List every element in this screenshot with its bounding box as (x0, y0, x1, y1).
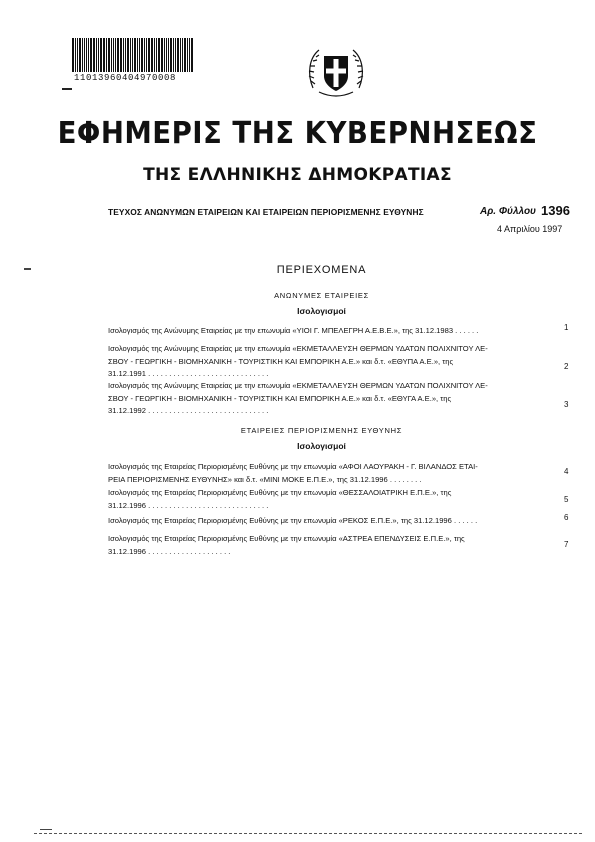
section-heading: ΑΝΩΝΥΜΕΣ ΕΤΑΙΡΕΙΕΣ (274, 291, 369, 300)
entry-line: Ισολογισμός της Ανώνυμης Εταιρείας με την επωνυμία «ΥΙΟΙ Γ. ΜΠΕΛΕΓΡΗ Α.Ε.Β.Ε.», της 31.12.1983 . . . . . . (108, 326, 479, 335)
gazette-title: ΕΦΗΜΕΡΙΣ ΤΗΣ ΚΥΒΕΡΝΗΣΕΩΣ (57, 116, 538, 151)
page-bottom-rule (34, 833, 582, 834)
entry-line: ΣΒΟΥ - ΓΕΩΡΓΙΚΗ - ΒΙΟΜΗΧΑΝΙΚΗ - ΤΟΥΡΙΣΤΙΚΗ ΚΑΙ ΕΜΠΟΡΙΚΗ Α.Ε.» και δ.τ. «ΕΘΥΠΑ Α.Ε.», της (108, 356, 454, 366)
gazette-subtitle: ΤΗΣ ΕΛΛΗΝΙΚΗΣ ΔΗΜΟΚΡΑΤΙΑΣ (143, 165, 452, 185)
entry-line: 31.12.1992 . . . . . . . . . . . . . . . . . . . . . . . . . . . . . (108, 406, 269, 416)
margin-mark (62, 88, 72, 90)
entry-page-number: 3 (564, 400, 569, 409)
entry-page-number: 4 (564, 467, 569, 476)
contents-entry (108, 533, 553, 558)
greek-coat-of-arms-emblem (305, 44, 367, 100)
issue-date: 4 Απριλίου 1997 (497, 224, 563, 234)
entry-page-number: 7 (564, 540, 569, 549)
sheet-number-label: Αρ. Φύλλου (480, 206, 536, 217)
barcode (70, 38, 210, 72)
section-subheading: Ισολογισμοί (297, 306, 346, 316)
entry-line: Ισολογισμός της Εταιρείας Περιορισμένης Ευθύνης με την επωνυμία «ΡΕΚΟΣ Ε.Π.Ε.», της 31.12.1996 . . . . . . (108, 516, 478, 525)
contents-title: ΠΕΡΙΕΧΟΜΕΝΑ (276, 264, 367, 276)
contents-entry (108, 461, 553, 486)
section-subheading: Ισολογισμοί (297, 441, 346, 451)
barcode-number: 11013960404970008 (74, 73, 177, 83)
entry-line: Ισολογισμός της Εταιρείας Περιορισμένης Ευθύνης με την επωνυμία «ΑΦΟΙ ΛΑΟΥΡΑΚΗ - Γ. ΒΙΛΑΝΔΟΣ ΕΤΑΙ- (108, 462, 478, 471)
entry-page-number: 5 (564, 495, 569, 504)
issue-type: ΤΕΥΧΟΣ ΑΝΩΝΥΜΩΝ ΕΤΑΙΡΕΙΩΝ ΚΑΙ ΕΤΑΙΡΕΙΩΝ ΠΕΡΙΟΡΙΣΜΕΝΗΣ ΕΥΘΥΝΗΣ (108, 207, 424, 217)
contents-entry (108, 380, 553, 418)
contents-entry (108, 343, 553, 381)
entry-line: ΡΕΙΑ ΠΕΡΙΟΡΙΣΜΕΝΗΣ ΕΥΘΥΝΗΣ» και δ.τ. «ΜΙΝΙ ΜΟΚΕ Ε.Π.Ε.», της 31.12.1996 . . . . . . . . (108, 474, 422, 484)
entry-line: Ισολογισμός της Εταιρείας Περιορισμένης Ευθύνης με την επωνυμία «ΘΕΣΣΑΛΟΙΑΤΡΙΚΗ Ε.Π.Ε.», της (108, 488, 452, 497)
entry-line: 31.12.1996 . . . . . . . . . . . . . . . . . . . . (108, 546, 231, 556)
entry-line: Ισολογισμός της Ανώνυμης Εταιρείας με την επωνυμία «ΕΚΜΕΤΑΛΛΕΥΣΗ ΘΕΡΜΩΝ ΥΔΑΤΩΝ ΠΟΛΙΧΝΙΤΟΥ ΛΕ- (108, 381, 488, 390)
margin-mark (40, 829, 52, 830)
entry-page-number: 6 (564, 513, 569, 522)
entry-line: Ισολογισμός της Εταιρείας Περιορισμένης Ευθύνης με την επωνυμία «ΑΣΤΡΕΑ ΕΠΕΝΔΥΣΕΙΣ Ε.Π.Ε.», της (108, 534, 465, 543)
contents-entry (108, 515, 553, 528)
entry-page-number: 2 (564, 362, 569, 371)
contents-entry (108, 487, 553, 512)
entry-line: Ισολογισμός της Ανώνυμης Εταιρείας με την επωνυμία «ΕΚΜΕΤΑΛΛΕΥΣΗ ΘΕΡΜΩΝ ΥΔΑΤΩΝ ΠΟΛΙΧΝΙΤΟΥ ΛΕ- (108, 344, 488, 353)
section-heading: ΕΤΑΙΡΕΙΕΣ ΠΕΡΙΟΡΙΣΜΕΝΗΣ ΕΥΘΥΝΗΣ (240, 426, 403, 435)
entry-line: 31.12.1996 . . . . . . . . . . . . . . . . . . . . . . . . . . . . . (108, 500, 269, 510)
entry-line: ΣΒΟΥ - ΓΕΩΡΓΙΚΗ - ΒΙΟΜΗΧΑΝΙΚΗ - ΤΟΥΡΙΣΤΙΚΗ ΚΑΙ ΕΜΠΟΡΙΚΗ Α.Ε.» και δ.τ. «ΕΘΥΓΑ Α.Ε.», της (108, 393, 452, 403)
entry-page-number: 1 (564, 323, 569, 332)
entry-line: 31.12.1991 . . . . . . . . . . . . . . . . . . . . . . . . . . . . . (108, 369, 269, 379)
contents-entry (108, 325, 553, 338)
sheet-number: 1396 (541, 203, 570, 218)
